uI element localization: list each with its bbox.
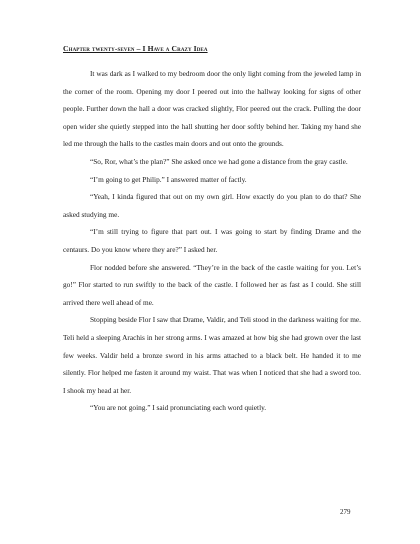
page-number: 279 [340, 508, 351, 516]
paragraph: Stopping beside Flor I saw that Drame, Valdir, and Teli stood in the darkness waiting for me. Teli held a sleeping Arachis in her strong arms. I was amazed at how big she had grown over the last few weeks. Valdir held a bronze sword in his arms attached to a black belt. He handed it to me silently. Flor helped me fasten it around my waist. That was when I noticed that she had a sword too. I shook my head at her. [63, 315, 361, 395]
paragraph: “So, Ror, what’s the plan?” She asked once we had gone a distance from the gray castle. [90, 156, 348, 166]
paragraph: “I’m going to get Philip.” I answered matter of factly. [90, 174, 247, 184]
chapter-heading: Chapter twenty-seven – I Have a Crazy Idea [63, 44, 208, 53]
paragraph: “I’m still trying to figure that part out. I was going to start by finding Drame and the centaurs. Do you know where they are?” I asked her. [63, 227, 361, 254]
paragraph: It was dark as I walked to my bedroom door the only light coming from the jeweled lamp in the corner of the room. Opening my door I peered out into the hallway looking for signs of other people. Further down the hall a door was cracked slightly, Flor peered out the crack. Pulling the door open wider she quietly stepped into the hall shutting her door softly behind her. Taking my hand she led me through the halls to the castles main doors and out onto the grounds. [63, 69, 361, 149]
paragraph: “Yeah, I kinda figured that out on my own girl. How exactly do you plan to do that? She asked studying me. [63, 192, 361, 219]
paragraph: Flor nodded before she answered. “They’re in the back of the castle waiting for you. Let’s go!” Flor started to run swiftly to the back of the castle. I followed her as fast as I could. She still arrived there well ahead of me. [63, 262, 361, 307]
paragraph: “You are not going.” I said pronunciating each word quietly. [90, 403, 267, 413]
page-body [63, 44, 361, 417]
